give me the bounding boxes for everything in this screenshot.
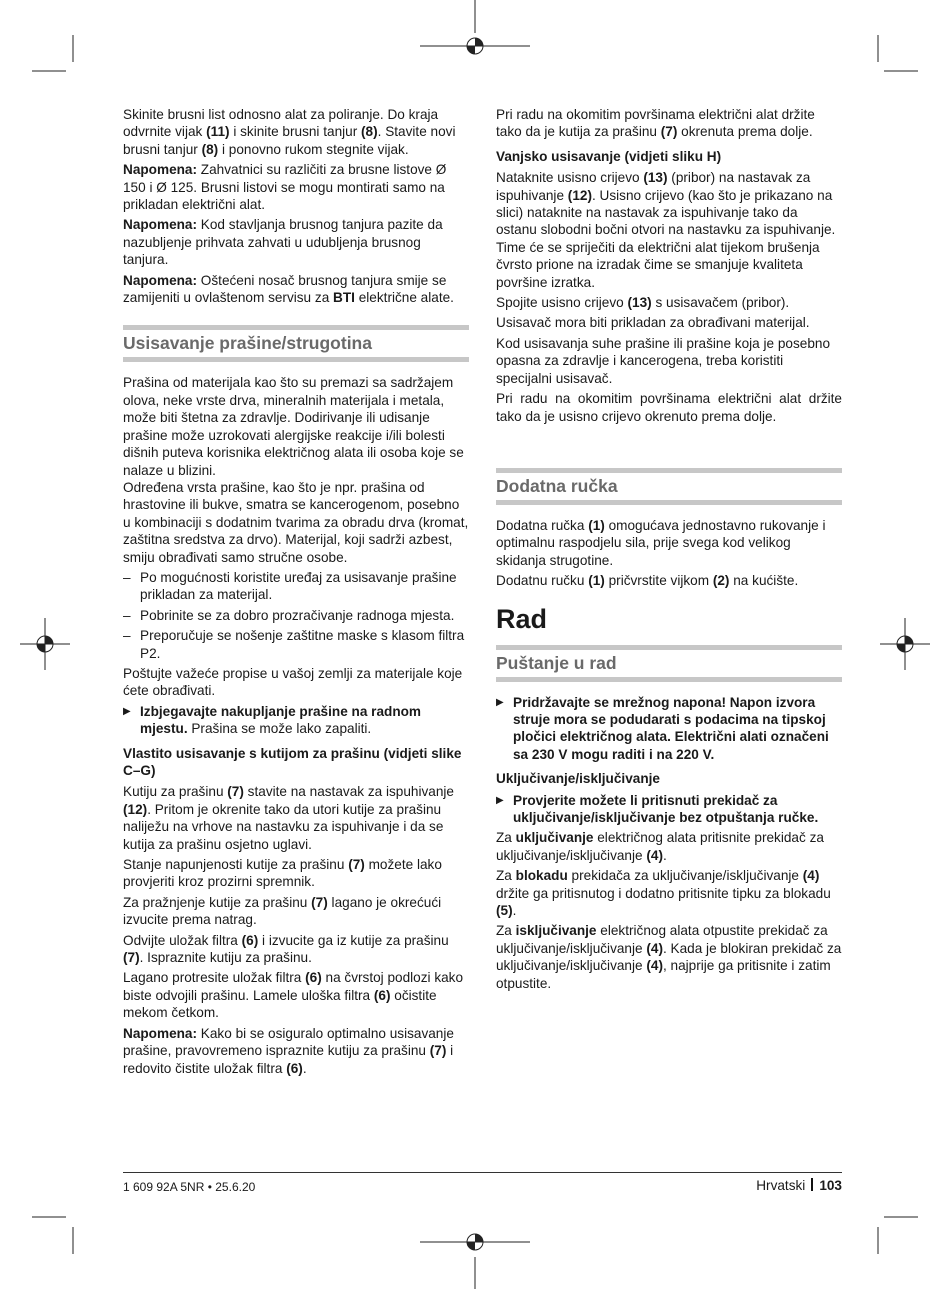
page-footer [756, 1178, 842, 1194]
arrow-bullet-icon: ▶ [123, 705, 131, 717]
document-code: 1 609 92A 5NR • 25.6.20 [123, 1180, 256, 1194]
external-extraction-paragraph: Kod usisavanja suhe prašine ili prašine koja je posebno opasna za zdravlje i kancerogena, treba koristiti specijalni usisavač. [496, 335, 831, 386]
arrow-bullet-icon: ▶ [496, 696, 504, 708]
dash-bullet: – [123, 628, 131, 644]
regulations-paragraph: Poštujte važeće propise u vašoj zemlji za materijale koje ćete obrađivati. [123, 665, 463, 699]
dust-box-paragraph: Odvijte uložak filtra (6) i izvucite ga iz kutije za prašinu (7). Ispraznite kutiju za prašinu. [123, 932, 449, 966]
registration-target-top [467, 38, 483, 54]
subheading-external-extraction: Vanjsko usisavanje (vidjeti sliku H) [496, 148, 722, 164]
subheading-own-dust-extraction: Vlastito usisavanje s kutijom za prašinu (vidjeti slike C–G) [123, 745, 462, 778]
section-heading-dust-extraction: Usisavanje prašine/strugotina [123, 325, 469, 362]
external-extraction-paragraph: Usisavač mora biti prikladan za obrađivani materijal. [496, 315, 810, 331]
footer-language: Hrvatski [756, 1178, 806, 1193]
handle-paragraph: Dodatnu ručku (1) pričvrstite vijkom (2) na kućište. [496, 573, 799, 589]
external-extraction-paragraph: Spojite usisno crijevo (13) s usisavačem (pribor). [496, 295, 790, 311]
registration-target-right [897, 636, 913, 652]
dash-bullet: – [123, 607, 131, 623]
list-item: – Pobrinite se za dobro prozračivanje radnoga mjesta. [123, 607, 455, 623]
switch-off-paragraph: Za isključivanje električnog alata otpustite prekidač za uključivanje/isključivanje (4). Kada je blokiran prekidač za uključivanje/isključivanje (4), najprije ga pritisnite i zatim otpustite. [496, 923, 842, 991]
dash-bullet: – [123, 569, 131, 585]
list-item: – Po mogućnosti koristite uređaj za usisavanje prašine prikladan za materijal. [123, 569, 457, 603]
lock-paragraph: Za blokadu prekidača za uključivanje/isključivanje (4) držite ga pritisnutog i dodatno pritisnite tipku za blokadu (5). [496, 868, 831, 918]
arrow-bullet-icon: ▶ [496, 794, 504, 806]
vertical-surface-paragraph: Pri radu na okomitim površinama električni alat držite tako da je kutija za prašinu (7) okrenuta prema dolje. [496, 107, 815, 140]
registration-target-left [37, 636, 53, 652]
note-paragraph: Napomena: Oštećeni nosač brusnog tanjura smije se zamijeniti u ovlaštenom servisu za BTI električne alate. [123, 272, 454, 306]
safety-warning: ▶ Pridržavajte se mrežnog napona! Napon izvora struje mora se podudarati s podacima na tipskoj pločici električnog alata. Električni alati označeni sa 230 V mogu raditi i na 220 V. [496, 694, 829, 762]
section-heading-auxiliary-handle: Dodatna ručka [496, 468, 842, 505]
section-heading-starting-operation: Puštanje u rad [496, 645, 842, 682]
note-paragraph: Napomena: Zahvatnici su različiti za brusne listove Ø 150 i Ø 125. Brusni listovi se mogu montirati samo na prikladan električni alat. [123, 162, 447, 213]
page-number: 103 [819, 1178, 842, 1193]
handle-paragraph: Dodatna ručka (1) omogućava jednostavno rukovanje i optimalnu raspodjelu sila, prije svega kod velikog skidanja strugotine. [496, 517, 826, 568]
right-column [496, 106, 842, 995]
external-extraction-paragraph: Nataknite usisno crijevo (13) (pribor) na nastavak za ispuhivanje (12). Usisno crijevo (kao što je prikazano na slici) nataknite na nastavak za ispuhivanje tako da ostanu slobodni bočni otvori na nastavku za ispuhivanje. Time će se spriječiti da električni alat tijekom brušenja čvrsto prione na izradak čime se smanjuje kvaliteta površine izratka. [496, 170, 836, 290]
registration-target-bottom [467, 1234, 483, 1250]
dust-box-paragraph: Za pražnjenje kutije za prašinu (7) lagano je okrećući izvucite prema natrag. [123, 894, 442, 928]
dust-hazard-paragraph: Prašina od materijala kao što su premazi sa sadržajem olova, neke vrste drva, mineralnih materijala i metala, može biti štetna za zdravlje. Dodirivanje ili udisanje prašine može uzrokovati alergijske reakcije i/ili bolesti dišnih puteva korisnika električnog alata ili osoba koje se nalaze u blizini. [123, 375, 464, 478]
footer-rule [123, 1172, 842, 1173]
list-item: – Preporučuje se nošenje zaštitne maske s klasom filtra P2. [123, 628, 465, 661]
left-column [123, 106, 469, 1080]
dust-hazard-paragraph: Određena vrsta prašine, kao što je npr. prašina od hrastovine ili bukve, smatra se kancerogenom, posebno u kombinaciji s dodatnim tvarima za obradu drva (kromat, zaštitna sredstva za drvo). Materijal, koji sadrži azbest, smiju obrađivati samo stručne osobe. [123, 479, 469, 565]
footer-separator [811, 1178, 813, 1191]
safety-warning: ▶ Izbjegavajte nakupljanje prašine na radnom mjestu. Prašina se može lako zapaliti. [123, 703, 422, 737]
sanding-plate-paragraph: Skinite brusni list odnosno alat za poliranje. Do kraja odvrnite vijak (11) i skinite brusni tanjur (8). Stavite novi brusni tanjur (8) i ponovno rukom stegnite vijak. [123, 107, 456, 157]
subheading-switching: Uključivanje/isključivanje [496, 771, 660, 787]
safety-warning: ▶ Provjerite možete li pritisnuti prekidač za uključivanje/isključivanje bez otpuštanja ručke. [496, 792, 819, 825]
note-paragraph: Napomena: Kako bi se osiguralo optimalno usisavanje prašine, pravovremeno ispraznite kutiju za prašinu (7) i redovito čistite uložak filtra (6). [123, 1025, 454, 1076]
chapter-heading-operation: Rad [496, 603, 548, 634]
external-extraction-paragraph: Pri radu na okomitim površinama električni alat držite tako da je usisno crijevo okrenuto prema dolje. [496, 391, 842, 424]
switch-on-paragraph: Za uključivanje električnog alata pritisnite prekidač za uključivanje/isključivanje (4). [496, 830, 824, 863]
dust-box-paragraph: Lagano protresite uložak filtra (6) na čvrstoj podlozi kako biste odvojili prašinu. Lamele uloška filtra (6) očistite mekom četkom. [123, 970, 464, 1021]
dust-box-paragraph: Kutiju za prašinu (7) stavite na nastavak za ispuhivanje (12). Pritom je okrenite tako da utori kutije za prašinu naliježu na vrhove na nastavku za ispuhivanje i da se kutija za prašinu osjetno uglavi. [123, 784, 454, 852]
dust-box-paragraph: Stanje napunjenosti kutije za prašinu (7) možete lako provjeriti kroz prozirni spremnik. [123, 857, 442, 890]
note-paragraph: Napomena: Kod stavljanja brusnog tanjura pazite da nazubljenje prihvata zahvati u udubljenja brusnog tanjura. [123, 217, 443, 268]
